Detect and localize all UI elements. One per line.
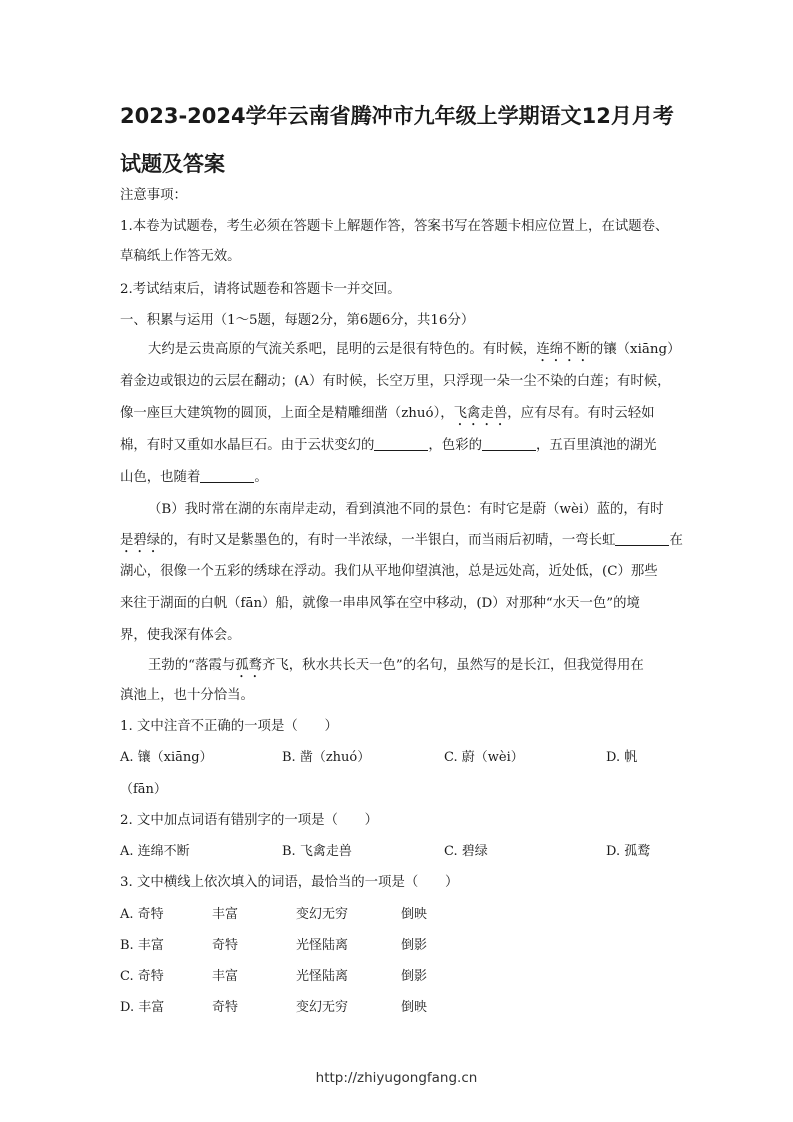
note-1-line-1: 1.本卷为试题卷，考生必须在答题卡上解题作答，答案书写在答题卡相应位置上，在试题卷、	[120, 219, 669, 234]
page-title	[120, 92, 680, 188]
notes-heading: 注意事项：	[120, 188, 187, 203]
title-line-1: 2023-2024学年云南省腾冲市九年级上学期语文12月月考	[120, 104, 674, 128]
question-2-stem: 2. 文中加点词语有错别字的一项是（ ）	[120, 813, 379, 828]
title-line-2: 试题及答案	[120, 152, 225, 176]
dotted-word: 是碧绿	[120, 533, 161, 548]
q3-option-c-word-3: 光怪陆离	[296, 969, 349, 984]
q3-option-d-word-2: 奇特	[212, 1000, 239, 1015]
q3-option-d-word-3: 变幻无穷	[296, 1000, 349, 1015]
q3-option-c-word-4: 倒影	[401, 969, 428, 984]
note-2: 2.考试结束后，请将试题卷和答题卡一并交回。	[120, 282, 401, 297]
passage-line: 王勃的“落霞与孤鹜齐飞，秋水共长天一色”的名句，虽然写的是长江，但我觉得用在	[148, 658, 644, 673]
passage-line: 界，使我深有体会。	[120, 628, 241, 643]
q3-option-a-word-1: A. 奇特	[120, 907, 164, 922]
note-1-line-2: 草稿纸上作答无效。	[120, 249, 241, 264]
passage-line: 大约是云贵高原的气流关系吧，昆明的云是很有特色的。有时候，连绵不断的镶（xiāng）	[148, 342, 681, 357]
dotted-word: 飞禽走兽	[453, 406, 508, 421]
answer-blank	[374, 436, 428, 451]
passage-line: （B）我时常在湖的东南岸走动，看到滇池不同的景色：有时它是蔚（wèi）蓝的，有时	[148, 502, 664, 517]
q3-option-d-word-1: D. 丰富	[120, 1000, 165, 1015]
passage-line: 湖心，很像一个五彩的绣球在浮动。我们从平地仰望滇池，总是远处高，近处低，(C）那些	[120, 564, 658, 579]
dotted-word: 孤鹜	[235, 658, 262, 673]
q3-option-b-word-1: B. 丰富	[120, 938, 164, 953]
q2-option-b: B. 飞禽走兽	[282, 844, 352, 859]
passage-line: 着金边或银边的云层在翻动；(A）有时候，长空万里，只浮现一朵一尘不染的白莲；有时候，	[120, 374, 671, 389]
q3-option-b-word-3: 光怪陆离	[296, 938, 349, 953]
passage-line: 来往于湖面的白帆（fān）船，就像一串串风筝在空中移动，(D）对那种“水天一色”的境	[120, 596, 640, 611]
q3-option-a-word-4: 倒映	[401, 907, 428, 922]
q1-option-d-pinyin: （fān）	[120, 782, 167, 797]
passage-line: 滇池上，也十分恰当。	[120, 688, 254, 703]
q3-option-a-word-3: 变幻无穷	[296, 907, 349, 922]
q2-option-c: C. 碧绿	[444, 844, 488, 859]
q3-option-c-word-2: 丰富	[212, 969, 239, 984]
q3-option-c-word-1: C. 奇特	[120, 969, 164, 984]
q2-option-d: D. 孤鹜	[606, 844, 651, 859]
answer-blank	[482, 436, 536, 451]
q2-option-a: A. 连绵不断	[120, 844, 190, 859]
dotted-word: 连绵不断	[536, 342, 590, 357]
question-3-stem: 3. 文中横线上依次填入的词语，最恰当的一项是（ ）	[120, 875, 459, 890]
q1-option-a: A. 镶（xiāng）	[120, 750, 213, 765]
passage-line: 是碧绿的，有时又是紫墨色的，有时一半浓绿，一半银白，而当雨后初晴，一弯长虹 在	[120, 533, 683, 548]
section-heading: 一、积累与运用（1～5题，每题2分，第6题6分，共16分）	[120, 313, 475, 328]
q1-option-b: B. 凿（zhuó）	[282, 750, 371, 765]
question-1-stem: 1. 文中注音不正确的一项是（ ）	[120, 719, 338, 734]
answer-blank	[615, 531, 669, 546]
q1-option-d: D. 帆	[606, 750, 638, 765]
q1-option-c: C. 蔚（wèi）	[444, 750, 524, 765]
passage-line: 山色，也随着 。	[120, 470, 268, 485]
q3-option-b-word-4: 倒影	[401, 938, 428, 953]
footer-url: http://zhiyugongfang.cn	[315, 1070, 478, 1086]
answer-blank	[200, 468, 254, 483]
q3-option-b-word-2: 奇特	[212, 938, 239, 953]
passage-line: 棉，有时又重如水晶巨石。由于云状变幻的 ，色彩的 ，五百里滇池的湖光	[120, 438, 657, 453]
q3-option-a-word-2: 丰富	[212, 907, 239, 922]
q3-option-d-word-4: 倒映	[401, 1000, 428, 1015]
passage-line: 像一座巨大建筑物的圆顶，上面全是精雕细凿（zhuó），飞禽走兽，应有尽有。有时云轻如	[120, 406, 655, 421]
